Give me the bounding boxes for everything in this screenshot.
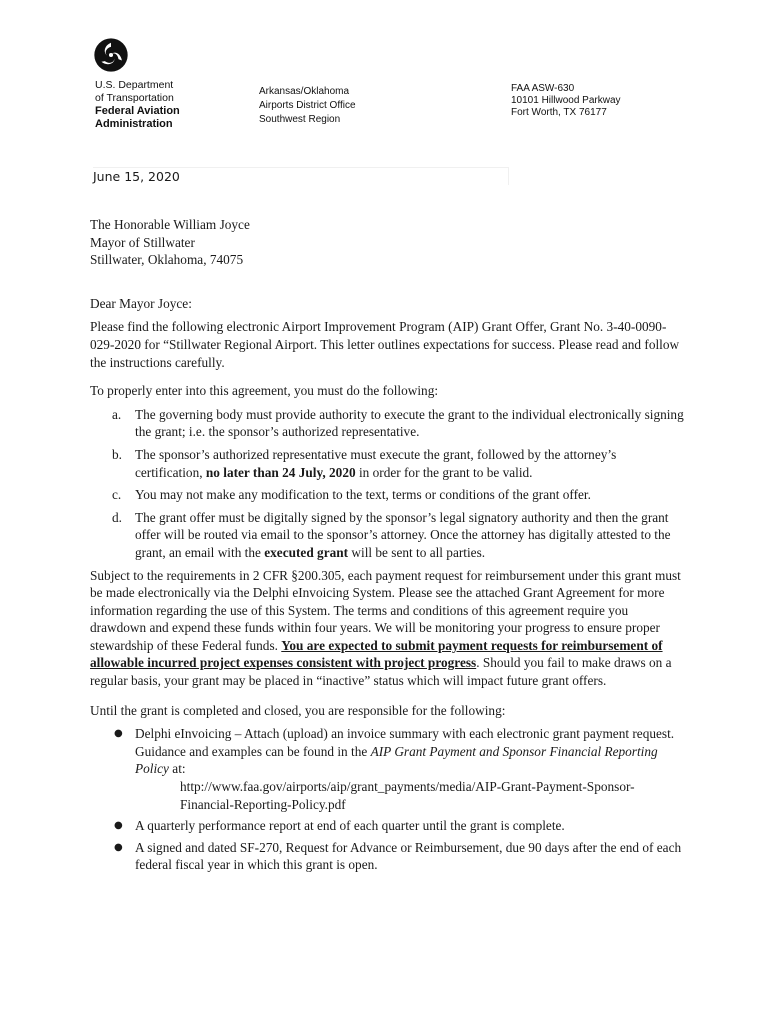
requirements-intro: To properly enter into this agreement, you must do the following: — [90, 383, 439, 399]
list-item-text: A quarterly performance report at end of each quarter until the grant is complete. — [135, 818, 565, 834]
office-line: Airports District Office — [259, 100, 356, 111]
address-block — [511, 83, 621, 119]
department-line: U.S. Department — [95, 79, 174, 91]
url-line[interactable]: http://www.faa.gov/airports/aip/grant_payments/media/AIP-Grant-Payment-Sponsor- — [180, 779, 635, 795]
payment-paragraph — [90, 567, 685, 690]
list-item-text: A signed and dated SF-270, Request for Advance or Reimbursement, due 90 days after the end of each federal fiscal year in which this grant is open. — [135, 839, 682, 873]
recipient-line: The Honorable William Joyce — [90, 217, 250, 232]
emphasis-text: executed grant — [264, 544, 349, 560]
office-block — [259, 85, 356, 127]
emphasis-text: You are expected to submit payment requests for reimbursement of allowable incurred project expenses consistent with project progress — [90, 637, 663, 671]
recipient-line: Mayor of Stillwater — [90, 234, 195, 250]
list-item-text: The governing body must provide authority to execute the grant to the individual electronically signing the grant; i.e. the sponsor’s authorized representative. — [135, 406, 684, 440]
intro-paragraph: Please find the following electronic Airport Improvement Program (AIP) Grant Offer, Grant No. 3-40-0090-029-2020 for “Stillwater Regional Airport. This letter outlines expectations for success. Please read and follow the instructions carefully. — [90, 319, 680, 370]
list-item-text: The sponsor’s authorized representative must execute the grant, followed by the attorney’s certification, — [135, 446, 617, 480]
list-item-text: will be sent to all parties. — [348, 544, 486, 560]
list-item-text: You may not make any modification to the text, terms or conditions of the grant offer. — [135, 487, 591, 503]
policy-title: AIP Grant Payment and Sponsor Financial Reporting Policy — [135, 743, 658, 777]
responsibilities-list — [90, 725, 685, 874]
list-marker: d. — [112, 509, 122, 525]
address-line: FAA ASW-630 — [511, 83, 575, 94]
list-item-text: The grant offer must be digitally signed by the sponsor’s legal signatory authority and then the grant offer will be routed via email to the sponsor’s attorney. Once the attorney has digitally attested to the grant, an email with the — [135, 509, 671, 560]
list-item — [90, 725, 685, 813]
list-marker: b. — [112, 446, 122, 462]
letter-body — [90, 216, 685, 878]
url-line[interactable]: Financial-Reporting-Policy.pdf — [180, 796, 346, 812]
deadline-text: no later than 24 July, 2020 — [205, 464, 356, 480]
requirements-list — [90, 406, 685, 562]
agency-line: Federal Aviation — [95, 105, 180, 117]
list-item — [90, 817, 685, 835]
list-item-text: Delphi eInvoicing – Attach (upload) an invoice summary with each electronic grant payment request. Guidance and examples can be found in the — [135, 726, 675, 759]
dot-logo-icon — [94, 38, 128, 72]
department-line: of Transportation — [95, 92, 174, 104]
policy-url[interactable] — [135, 778, 685, 813]
recipient-block — [90, 216, 685, 269]
office-line: Arkansas/Oklahoma — [259, 86, 350, 97]
responsibilities-intro: Until the grant is completed and closed, you are responsible for the following: — [90, 702, 506, 718]
list-item — [90, 509, 685, 562]
list-marker: a. — [112, 406, 122, 422]
address-line: 10101 Hillwood Parkway — [511, 95, 621, 106]
recipient-line: Stillwater, Oklahoma, 74075 — [90, 252, 244, 268]
list-item — [90, 406, 685, 441]
list-item-text: at: — [168, 761, 186, 777]
department-block — [95, 79, 180, 131]
agency-line: Administration — [95, 118, 173, 130]
paragraph-text: Subject to the requirements in 2 CFR §200.305, each payment request for reimbursement under this grant must be made electronically via the Delphi eInvoicing System. Please see the attached Grant Agreement for more information regarding the use of this System. The terms and conditions of this agreement require you drawdown and expend these funds within four years. We will be monitoring your progress to ensure proper stewardship of these Federal funds. — [90, 567, 681, 653]
office-line: Southwest Region — [259, 114, 341, 125]
list-item-text: in order for the grant to be valid. — [355, 464, 533, 480]
paragraph-text: . Should you fail to make draws on a regular basis, your grant may be placed in “inactive” status which will impact future grant offers. — [90, 655, 672, 689]
list-item — [90, 486, 685, 504]
bullet-icon: ● — [114, 728, 123, 740]
list-marker: c. — [112, 487, 122, 503]
salutation: Dear Mayor Joyce: — [90, 295, 192, 311]
list-item — [90, 839, 685, 874]
bullet-icon: ● — [114, 841, 123, 853]
list-item — [90, 446, 685, 481]
bullet-icon: ● — [114, 820, 123, 832]
letter-date: June 15, 2020 — [93, 167, 509, 185]
address-line: Fort Worth, TX 76177 — [511, 107, 607, 118]
